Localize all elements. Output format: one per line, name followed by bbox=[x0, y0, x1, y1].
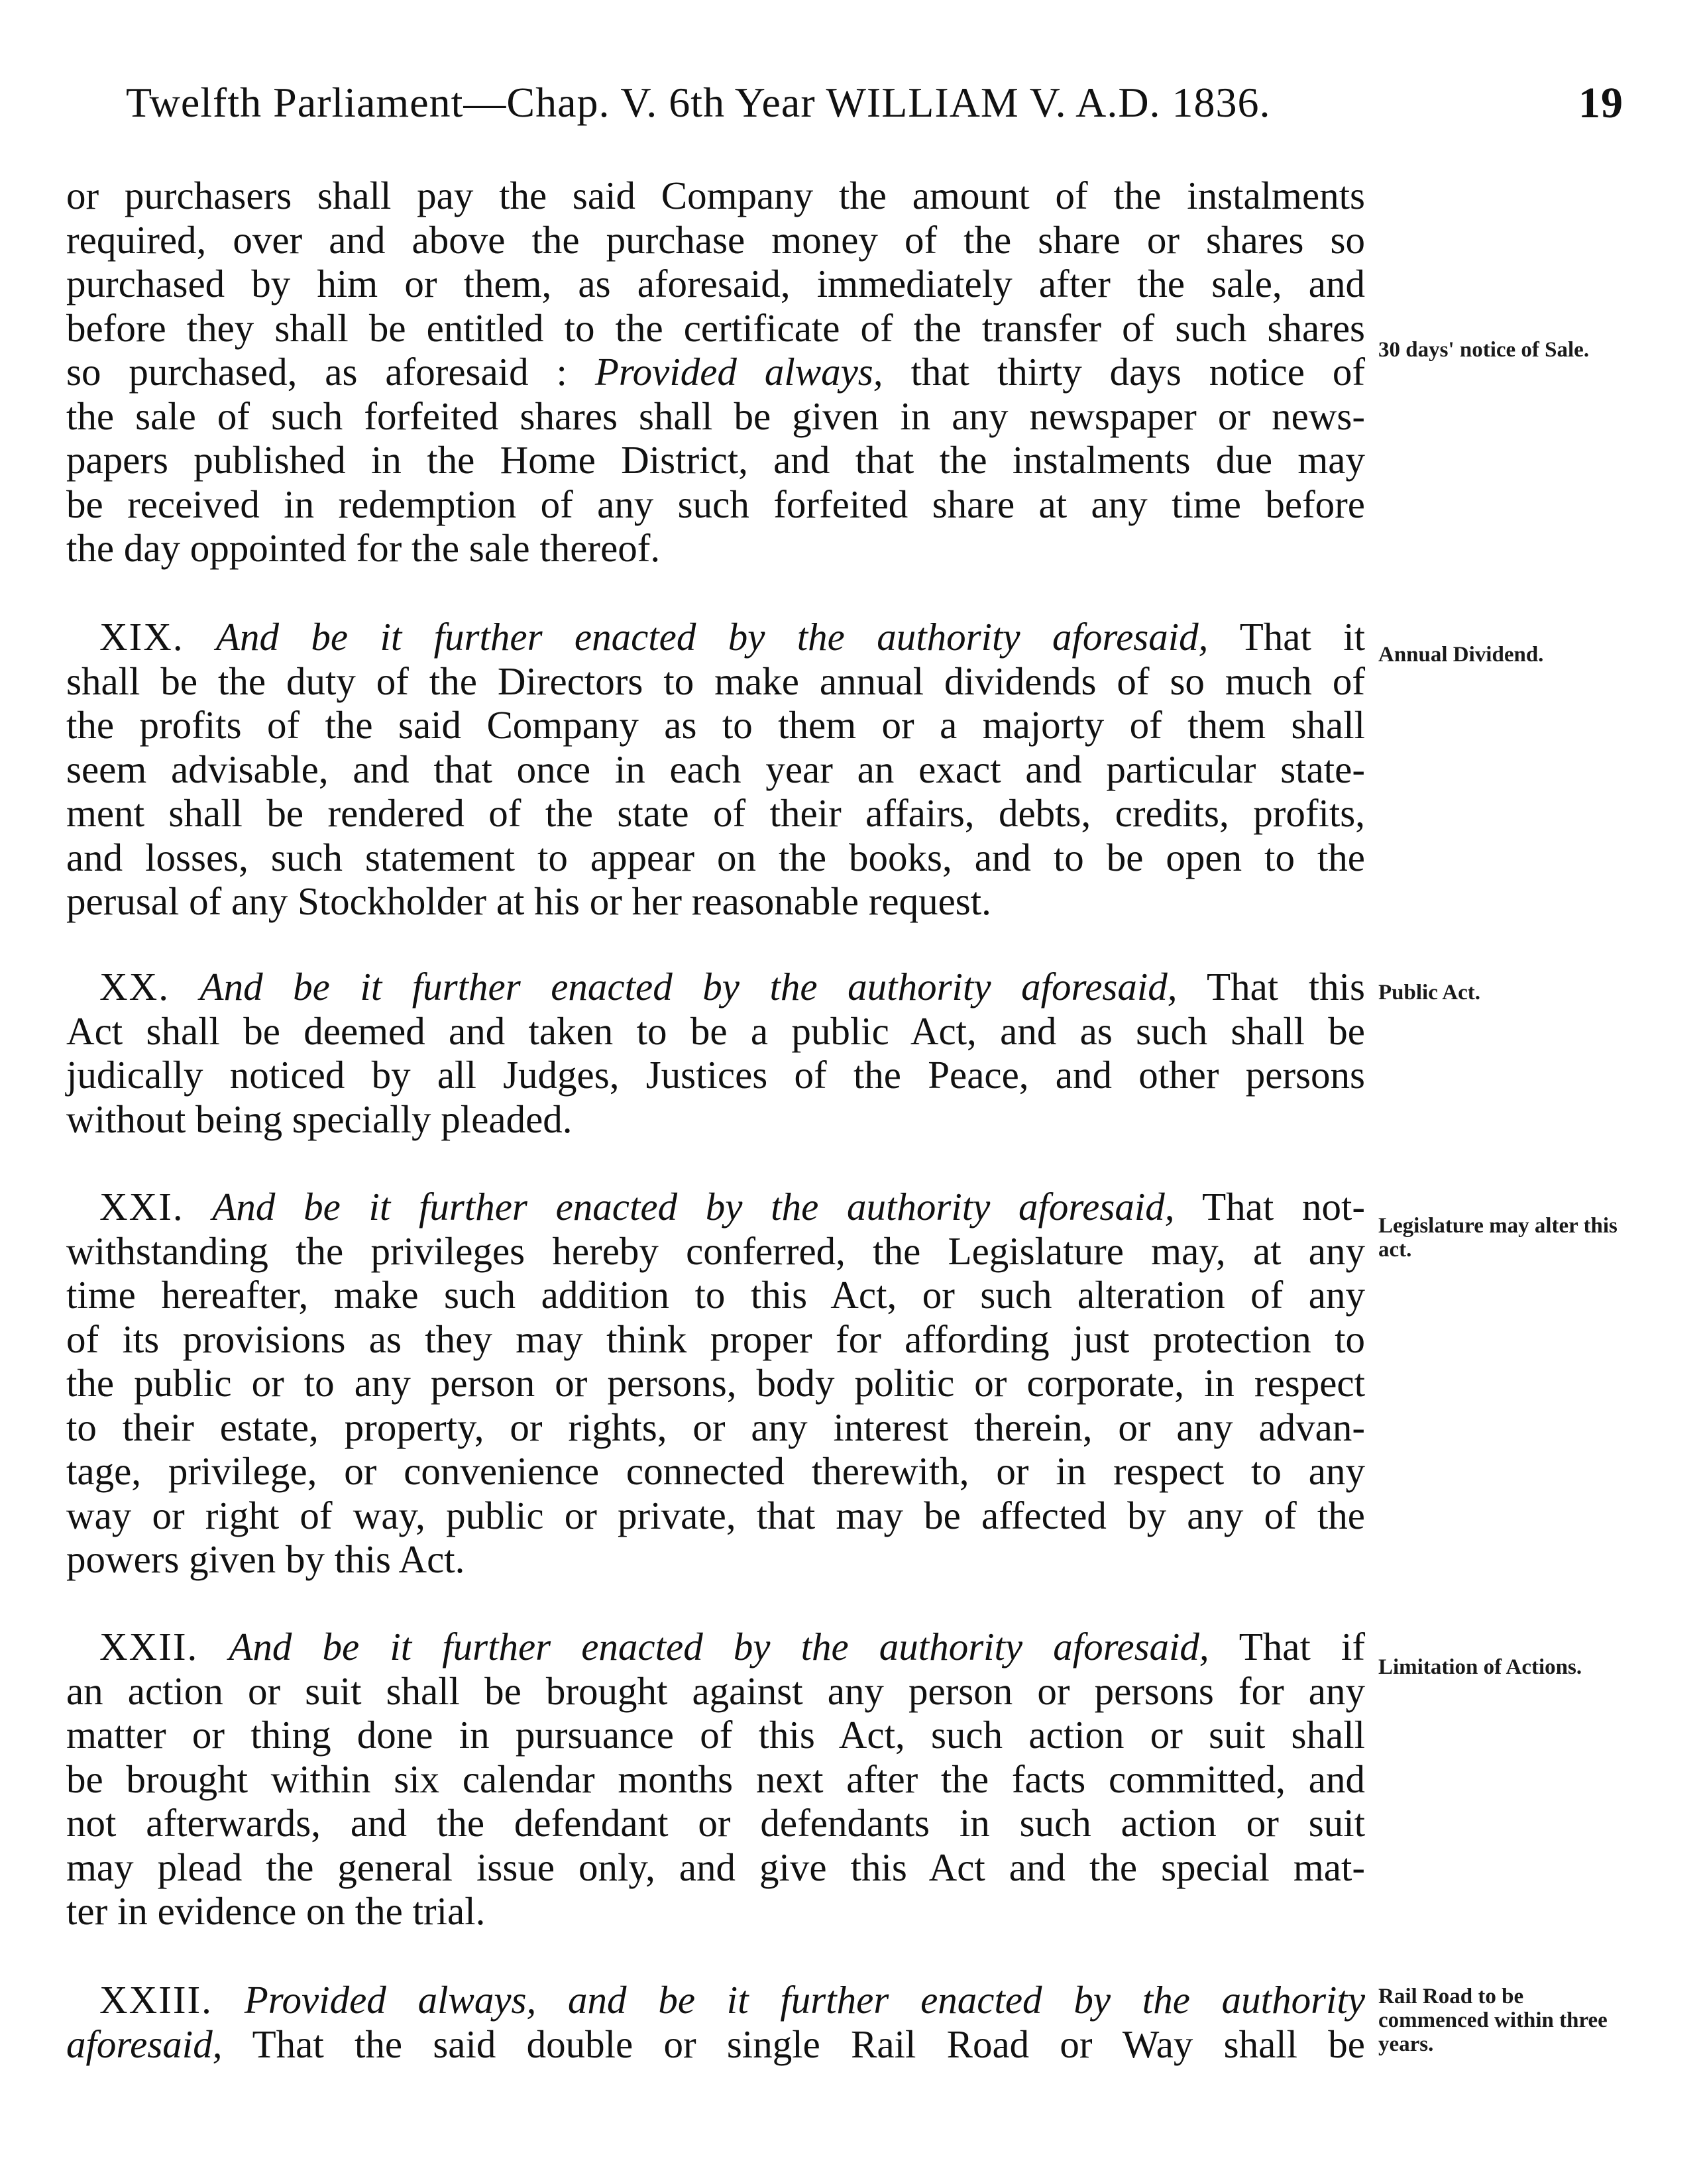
text-line: time hereafter, make such addition to this Act, or such alteration of any bbox=[66, 1273, 1365, 1317]
text-line: withstanding the privileges hereby conferred, the Legislature may, at any bbox=[66, 1228, 1365, 1273]
text-line: purchased by him or them, as aforesaid, immediately after the sale, and bbox=[66, 262, 1365, 305]
text-line: Act shall be deemed and taken to be a public Act, and as such shall be bbox=[66, 1009, 1365, 1053]
text-line: required, over and above the purchase money of the share or shares so bbox=[66, 217, 1365, 262]
text-line: before they shall be entitled to the certificate of the transfer of such shares bbox=[66, 305, 1365, 350]
marginal-note-dividend: Annual Dividend. bbox=[1378, 643, 1544, 667]
section-first-line: XX. And be it further enacted by the authority aforesaid, That this bbox=[99, 965, 1365, 1009]
text-line: the profits of the said Company as to them or a majorty of them shall bbox=[66, 703, 1365, 747]
text-line: judically noticed by all Judges, Justices of the Peace, and other persons bbox=[66, 1053, 1365, 1097]
text-line: papers published in the Home District, and that the instalments due may bbox=[66, 438, 1365, 482]
page-number: 19 bbox=[1578, 79, 1623, 127]
page-header bbox=[126, 78, 1623, 138]
text-line: may plead the general issue only, and give this Act and the special mat- bbox=[66, 1845, 1365, 1889]
text-line: seem advisable, and that once in each year an exact and particular state- bbox=[66, 747, 1365, 791]
section-xxii bbox=[66, 1625, 1365, 1934]
text-line: the sale of such forfeited shares shall be given in any newspaper or news- bbox=[66, 394, 1365, 438]
section-xix bbox=[66, 615, 1365, 924]
marginal-note-legislature: Legislature may alter this act. bbox=[1378, 1214, 1618, 1262]
text-line: the day oppointed for the sale thereof. bbox=[66, 526, 661, 570]
section-first-line: XIX. And be it further enacted by the authority aforesaid, That it bbox=[99, 615, 1365, 659]
marginal-note-public-act: Public Act. bbox=[1378, 981, 1480, 1005]
text-line: aforesaid, That the said double or single Rail Road or Way shall be bbox=[66, 2022, 1365, 2066]
text-line: tage, privilege, or convenience connected therewith, or in respect to any bbox=[66, 1449, 1365, 1493]
section-first-line: XXI. And be it further enacted by the authority aforesaid, That not- bbox=[99, 1185, 1366, 1228]
text-line: not afterwards, and the defendant or defendants in such action or suit bbox=[66, 1801, 1365, 1845]
text-line: powers given by this Act. bbox=[66, 1537, 465, 1581]
text-line: matter or thing done in pursuance of this Act, such action or suit shall bbox=[66, 1713, 1365, 1757]
text-line: be brought within six calendar months next after the facts committed, and bbox=[66, 1757, 1365, 1801]
text-line: ment shall be rendered of the state of their affairs, debts, credits, profits, bbox=[66, 791, 1365, 835]
section-xxi bbox=[66, 1185, 1365, 1582]
text-line: of its provisions as they may think proper for affording just protection to bbox=[66, 1317, 1365, 1361]
section-first-line: XXIII. Provided always, and be it further enacted by the authority bbox=[99, 1978, 1366, 2022]
text-line: perusal of any Stockholder at his or her reasonable request. bbox=[66, 879, 991, 923]
text-line: ter in evidence on the trial. bbox=[66, 1889, 486, 1933]
marginal-note-rail-road: Rail Road to be commenced within three years. bbox=[1378, 1985, 1608, 2056]
text-line: so purchased, as aforesaid : Provided always, that thirty days notice of bbox=[66, 350, 1366, 394]
text-line: be received in redemption of any such forfeited share at any time before bbox=[66, 482, 1365, 526]
text-line: and losses, such statement to appear on the books, and to be open to the bbox=[66, 835, 1365, 879]
marginal-note-notice: 30 days' notice of Sale. bbox=[1378, 338, 1590, 362]
section-xx bbox=[66, 965, 1365, 1141]
text-line: the public or to any person or persons, body politic or corporate, in respect bbox=[66, 1361, 1365, 1405]
marginal-note-limitation: Limitation of Actions. bbox=[1378, 1655, 1582, 1679]
text-line: shall be the duty of the Directors to make annual dividends of so much of bbox=[66, 659, 1365, 703]
text-line: way or right of way, public or private, that may be affected by any of the bbox=[66, 1493, 1365, 1537]
text-line: an action or suit shall be brought against any person or persons for any bbox=[66, 1668, 1365, 1713]
text-line: without being specially pleaded. bbox=[66, 1097, 573, 1141]
running-title: Twelfth Parliament—Chap. V. 6th Year WILLIAM V. A.D. 1836. bbox=[126, 79, 1271, 126]
text-line: to their estate, property, or rights, or any interest therein, or any advan- bbox=[66, 1405, 1365, 1449]
section-first-line: XXII. And be it further enacted by the authority aforesaid, That if bbox=[99, 1625, 1366, 1668]
continuation-paragraph bbox=[66, 174, 1365, 571]
text-line: or purchasers shall pay the said Company the amount of the instalments bbox=[66, 174, 1365, 217]
section-xxiii bbox=[66, 1978, 1365, 2066]
